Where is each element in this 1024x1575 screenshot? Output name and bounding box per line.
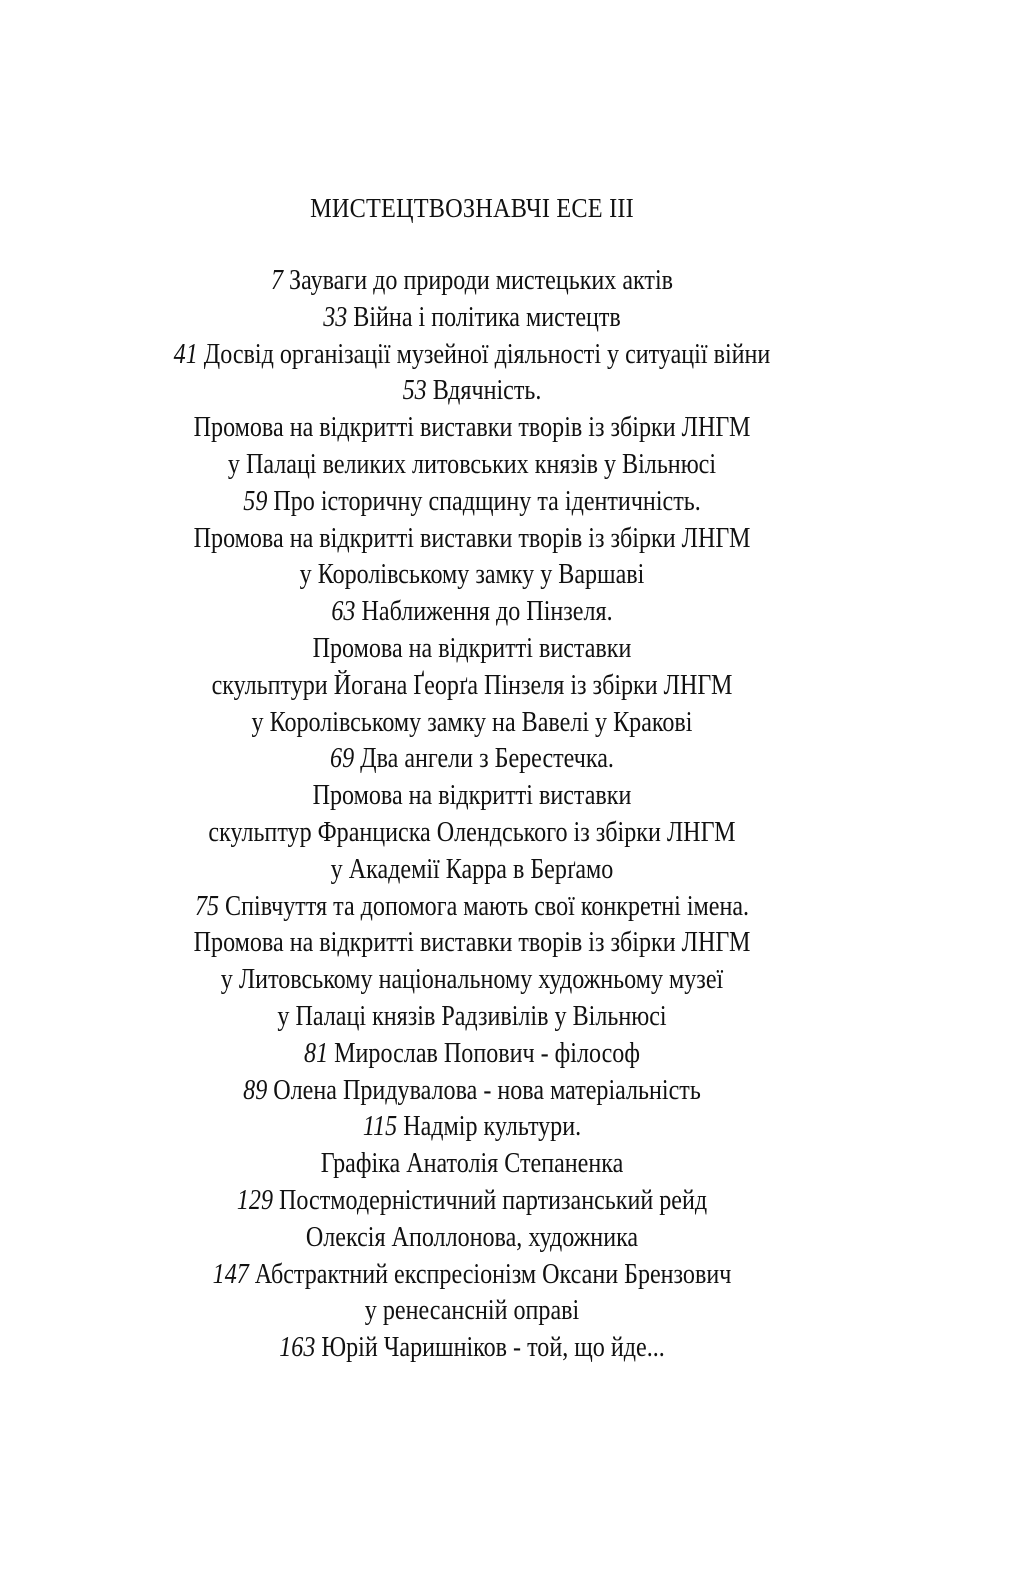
toc-entry-text: Абстрактний експресіонізм Оксани Брензович: [254, 1258, 732, 1290]
toc-page-number: 75: [194, 890, 220, 922]
toc-entry-text: Співчуття та допомога мають свої конкретні імена.: [225, 890, 750, 922]
toc-entry-text: у ренесансній оправі: [364, 1295, 580, 1327]
page-title: МИСТЕЦТВОЗНАВЧІ ЕСЕ ІІІ: [310, 193, 634, 223]
toc-entry-text: Юрій Чаришніков - той, що йде...: [321, 1332, 665, 1364]
toc-page-number: 69: [330, 743, 355, 775]
toc-entry: [66, 1146, 878, 1183]
toc-page-number: 129: [236, 1184, 274, 1216]
toc-entry-text: у Литовському національному художньому музеї: [220, 964, 724, 996]
toc-page-number: 147: [212, 1258, 249, 1290]
table-of-contents: [0, 263, 944, 1367]
toc-entry: [66, 557, 878, 594]
toc-entry: [66, 447, 878, 484]
toc-entry: [66, 705, 878, 742]
toc-entry-text: скульптури Йогана Ґеорґа Пінзеля із збірки ЛНГМ: [211, 669, 733, 701]
toc-entry: [66, 373, 878, 410]
toc-entry: [66, 1293, 878, 1330]
toc-entry: [66, 337, 878, 374]
toc-entry: [66, 1183, 878, 1220]
toc-entry-text: у Палаці великих литовських князів у Вільнюсі: [227, 448, 717, 480]
toc-entry-text: Олексія Аполлонова, художника: [305, 1221, 639, 1253]
toc-entry-text: у Королівському замку на Вавелі у Кракові: [251, 706, 693, 738]
toc-entry-text: Наближення до Пінзеля.: [361, 596, 613, 628]
toc-entry: [66, 1257, 878, 1294]
toc-page-number: 163: [279, 1332, 316, 1364]
toc-entry-text: Промова на відкритті виставки творів із збірки ЛНГМ: [193, 522, 751, 554]
toc-entry-text: у Палаці князів Радзивілів у Вільнюсі: [277, 1000, 667, 1032]
toc-page-number: 115: [362, 1111, 398, 1143]
toc-page-number: 7: [270, 265, 284, 296]
toc-entry: [66, 1036, 878, 1073]
toc-entry-text: Промова на відкритті виставки: [312, 780, 632, 812]
toc-entry: [66, 300, 878, 337]
toc-entry: [66, 1220, 878, 1257]
toc-entry-text: Надмір культури.: [403, 1111, 582, 1143]
toc-entry-text: Два ангели з Берестечка.: [360, 743, 614, 775]
toc-entry-text: Зауваги до природи мистецьких актів: [289, 265, 674, 296]
toc-page-number: 53: [402, 375, 427, 407]
toc-page-number: 59: [243, 485, 268, 517]
toc-entry: [66, 668, 878, 705]
toc-entry: [66, 263, 878, 300]
toc-entry: [66, 999, 878, 1036]
toc-page-number: 81: [304, 1037, 329, 1069]
toc-entry-text: Про історичну спадщину та ідентичність.: [273, 485, 701, 517]
toc-entry-text: Промова на відкритті виставки: [312, 632, 632, 664]
toc-entry: [66, 410, 878, 447]
toc-entry: [66, 631, 878, 668]
toc-entry-text: Постмодерністичний партизанський рейд: [279, 1184, 708, 1216]
toc-entry-text: Мирослав Попович - філософ: [334, 1037, 640, 1069]
toc-entry: [66, 1330, 878, 1367]
toc-entry-text: у Королівському замку у Варшаві: [299, 559, 645, 591]
toc-entry: [66, 594, 878, 631]
toc-entry: [66, 925, 878, 962]
toc-entry-text: Війна і політика мистецтв: [353, 301, 621, 333]
toc-entry: [66, 741, 878, 778]
toc-entry: [66, 484, 878, 521]
toc-entry: [66, 1109, 878, 1146]
toc-entry: [66, 852, 878, 889]
toc-entry: [66, 815, 878, 852]
toc-page-number: 33: [323, 301, 348, 333]
toc-entry-text: Вдячність.: [432, 375, 542, 407]
toc-entry-text: Промова на відкритті виставки творів із збірки ЛНГМ: [193, 412, 751, 444]
toc-entry-text: Олена Придувалова - нова матеріальність: [273, 1074, 701, 1106]
toc-entry-text: Досвід організації музейної діяльності у ситуації війни: [203, 338, 771, 370]
toc-entry-text: у Академії Карра в Берґамо: [330, 853, 614, 885]
toc-page-number: 89: [243, 1074, 268, 1106]
toc-entry: [66, 521, 878, 558]
toc-entry-text: скульптур Франциска Олендського із збірки ЛНГМ: [208, 816, 736, 848]
toc-page-number: 63: [331, 596, 356, 628]
toc-entry: [66, 962, 878, 999]
toc-entry: [66, 778, 878, 815]
toc-entry-text: Промова на відкритті виставки творів із збірки ЛНГМ: [193, 927, 751, 959]
toc-entry: [66, 889, 878, 926]
toc-page-number: 41: [173, 338, 198, 370]
toc-entry-text: Графіка Анатолія Степаненка: [320, 1148, 624, 1180]
toc-entry: [66, 1073, 878, 1110]
